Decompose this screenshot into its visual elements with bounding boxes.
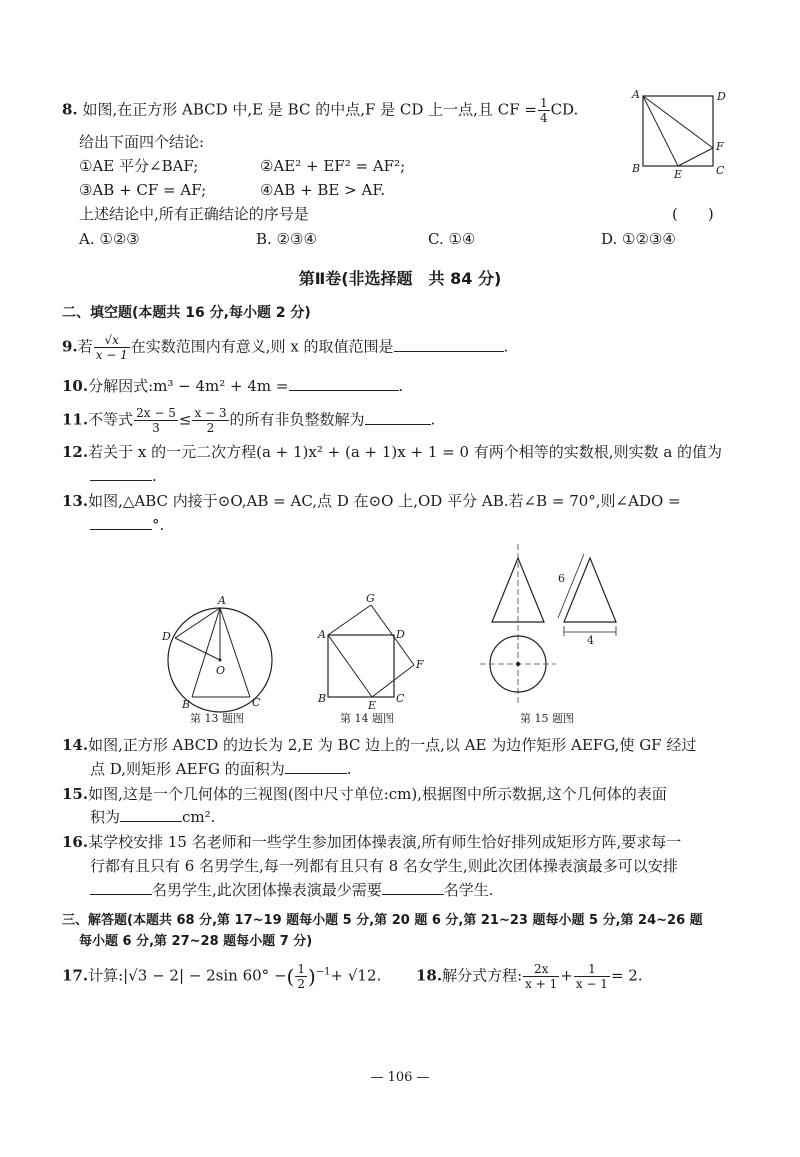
q9-answer-blank[interactable] — [394, 337, 504, 352]
q10-answer-blank[interactable] — [289, 376, 399, 391]
fig15-dim-6: 6 — [558, 572, 565, 585]
q12-answer-blank[interactable] — [90, 466, 152, 481]
q8-option-b[interactable]: B. ②③④ — [256, 230, 317, 248]
q8-stem: 8. 如图,在正方形 ABCD 中,E 是 BC 的中点,F 是 CD 上一点,且 CF = $\frac{1}{4}$ CD. — [62, 96, 579, 125]
fig13-label-c: C — [252, 696, 261, 709]
q16-answer-blank-1[interactable] — [90, 880, 152, 895]
fig14-label-c: C — [396, 692, 405, 705]
fig14-label-e: E — [368, 699, 377, 712]
fig14-label-g: G — [366, 592, 375, 605]
q14-answer-blank[interactable] — [285, 759, 347, 774]
q8-answer-paren: ( ) — [672, 205, 714, 223]
fig14-label-d: D — [396, 628, 405, 641]
q8-conclusion-4: ④AB + BE > AF. — [260, 181, 386, 199]
fig13-label-a: A — [218, 594, 226, 607]
q18: 18.解分式方程: $\frac{2x}{x + 1}$ + $\frac{1}{x - 1}$ = 2. — [416, 962, 643, 991]
q16: 16.某学校安排 15 名老师和一些学生参加团体操表演,所有师生恰好排列成矩形方阵,要求每一 — [62, 833, 682, 851]
q8-square-figure — [628, 86, 728, 181]
q8-conclusion-1: ①AE 平分∠BAF; — [79, 157, 199, 175]
fig8-label-b: B — [632, 162, 641, 175]
q17: 17.计算:|√3 − 2| − 2sin 60° −( $\frac{1}{2}$ )$^{-1}$+ √12. — [62, 962, 382, 991]
q8-conclusion-3: ③AB + CF = AF; — [79, 181, 207, 199]
q15: 15.如图,这是一个几何体的三视图(图中尺寸单位:cm),根据图中所示数据,这个几何体的表面 — [62, 785, 667, 803]
q12-line2: . — [90, 466, 157, 486]
q13: 13.如图,△ABC 内接于⊙O,AB = AC,点 D 在⊙O 上,OD 平分 AB.若∠B = 70°,则∠ADO = — [62, 492, 681, 510]
q8-ask: 上述结论中,所有正确结论的序号是 — [79, 205, 309, 223]
fig13-label-d: D — [162, 630, 171, 643]
fig15-three-view-figure — [480, 544, 616, 725]
q15-line2: 积为 cm². — [90, 808, 216, 826]
fig8-label-a: A — [632, 88, 640, 101]
q11: 11.不等式 $\frac{2x - 5}{3}$ ≤ $\frac{x - 3}{2}$ 的所有非负整数解为 . — [62, 406, 436, 435]
part-two-title: 第Ⅱ卷(非选择题 共 84 分) — [298, 269, 502, 288]
section-solve-header-2: 每小题 6 分,第 27~28 题每小题 7 分) — [79, 934, 313, 949]
fig8-label-f: F — [716, 140, 724, 153]
q10: 10.分解因式:m³ − 4m² + 4m = . — [62, 377, 404, 395]
fig14-label-b: B — [318, 692, 327, 705]
q16-line2: 行都有且只有 6 名男学生,每一列都有且只有 8 名女学生,则此次团体操表演最多可以安排 — [90, 857, 678, 875]
q8-intro: 给出下面四个结论: — [79, 133, 205, 151]
fig13-circle-figure — [161, 594, 272, 725]
q11-answer-blank[interactable] — [365, 410, 431, 425]
fig13-caption: 第 13 题图 — [190, 712, 244, 725]
fig8-label-e: E — [674, 168, 683, 181]
fig8-label-d: D — [717, 90, 726, 103]
q9: 9.若 $\frac{√x}{x - 1}$ 在实数范围内有意义,则 x 的取值范围是 . — [62, 333, 509, 362]
q8-option-d[interactable]: D. ①②③④ — [601, 230, 676, 248]
fig14-label-f: F — [416, 658, 424, 671]
q8-conclusion-2: ②AE² + EF² = AF²; — [260, 157, 406, 175]
q13-line2: °. — [90, 515, 164, 535]
q12: 12.若关于 x 的一元二次方程(a + 1)x² + (a + 1)x + 1 = 0 有两个相等的实数根,则实数 a 的值为 — [62, 443, 723, 461]
q13-answer-blank[interactable] — [90, 515, 152, 530]
q16-answer-blank-2[interactable] — [382, 880, 444, 895]
section-solve-header: 三、解答题(本题共 68 分,第 17~19 题每小题 5 分,第 20 题 6 分,第 21~23 题每小题 5 分,第 24~26 题 — [62, 913, 703, 928]
fig8-label-c: C — [716, 164, 725, 177]
fig15-caption: 第 15 题图 — [520, 712, 574, 725]
fig15-dim-4: 4 — [587, 634, 594, 647]
q16-line3: 名男学生,此次团体操表演最少需要 名学生. — [90, 880, 494, 900]
fig13-label-o: O — [216, 664, 226, 677]
q8-option-c[interactable]: C. ①④ — [428, 230, 476, 248]
fig14-caption: 第 14 题图 — [340, 712, 394, 725]
figures-row — [160, 540, 630, 725]
q8-option-a[interactable]: A. ①②③ — [79, 230, 140, 248]
q15-answer-blank[interactable] — [120, 807, 182, 822]
q8-number: 8. — [62, 100, 78, 119]
q14-line2: 点 D,则矩形 AEFG 的面积为 . — [90, 760, 352, 778]
page-number: — 106 — — [370, 1070, 430, 1085]
fig14-label-a: A — [318, 628, 326, 641]
q14: 14.如图,正方形 ABCD 的边长为 2,E 为 BC 边上的一点,以 AE 为边作矩形 AEFG,使 GF 经过 — [62, 736, 697, 754]
q8-fraction: $\frac{1}{4}$ — [539, 96, 548, 125]
fig13-label-b: B — [182, 698, 191, 711]
section-fill-in-header: 二、填空题(本题共 16 分,每小题 2 分) — [62, 305, 311, 321]
fig14-square-figure — [317, 592, 424, 725]
